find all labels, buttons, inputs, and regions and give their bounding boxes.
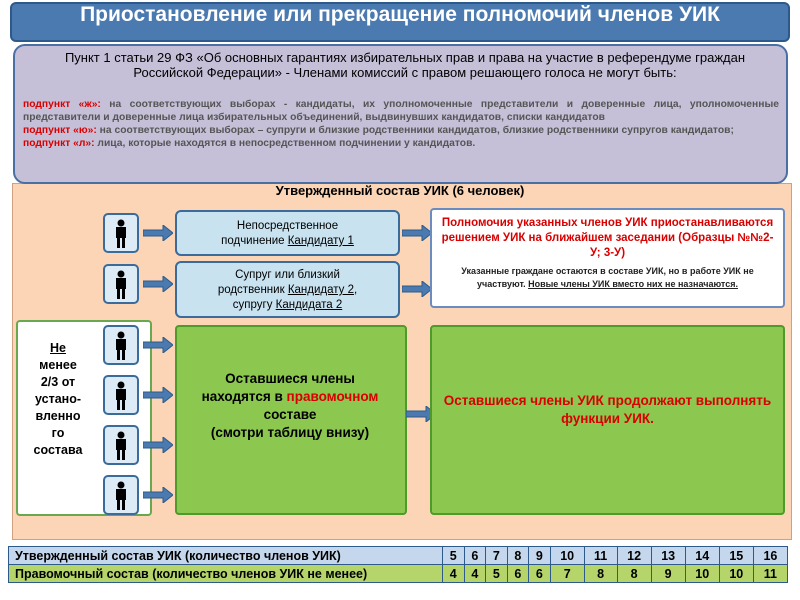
arrow-right-icon xyxy=(143,337,173,353)
quorum-line: Не xyxy=(50,341,66,355)
remaining-members-text xyxy=(180,370,400,442)
person-icon xyxy=(103,375,139,415)
table-cell: 7 xyxy=(550,565,584,583)
box-line: родственник xyxy=(217,284,288,296)
suspension-rule: Полномочия указанных членов УИК приостанавливаются решением УИК на ближайшем заседании (Образцы №№2-У; 3-У) xyxy=(441,217,774,259)
arrow-right-icon xyxy=(143,225,173,241)
box-line: Непосредственное xyxy=(236,220,339,232)
candidate-link: Кандидату 1 xyxy=(287,235,354,247)
person-icon xyxy=(103,425,139,465)
box-line: Оставшиеся члены xyxy=(225,371,355,386)
quorum-line: устано- xyxy=(34,392,81,406)
law-item-marker: подпункт «л»: xyxy=(23,138,95,149)
quorum-label xyxy=(28,340,88,459)
table-cell: 8 xyxy=(584,565,617,583)
table-cell: 10 xyxy=(550,547,584,565)
arrow-right-icon xyxy=(143,387,173,403)
arrow-right-icon xyxy=(143,437,173,453)
arrow-right-icon xyxy=(143,276,173,292)
person-icon xyxy=(103,264,139,304)
box-line: подчинение xyxy=(221,235,288,247)
table-cell: 10 xyxy=(685,565,719,583)
table-cell: 9 xyxy=(651,565,685,583)
table-cell: 15 xyxy=(719,547,753,565)
table-row-label: Правомочный состав (количество членов УИК не менее) xyxy=(9,565,443,583)
law-item-text: лица, которые находятся в непосредственном подчинении у кандидатов. xyxy=(94,138,476,149)
table-row xyxy=(9,547,788,565)
table-cell: 4 xyxy=(464,565,486,583)
candidate-link: Кандидата 2 xyxy=(275,299,343,311)
table-cell: 6 xyxy=(464,547,486,565)
arrow-right-icon xyxy=(143,487,173,503)
quorum-table xyxy=(8,546,788,583)
law-excerpt-box xyxy=(13,44,788,184)
direct-subordination-box xyxy=(175,210,400,256)
continue-functions-text: Оставшиеся члены УИК продолжают выполнять функции УИК. xyxy=(443,393,772,426)
quorum-line: вленно xyxy=(35,409,81,423)
suspension-info-box xyxy=(430,208,785,308)
law-item-marker: подпункт «ж»: xyxy=(23,99,101,110)
box-line: супругу xyxy=(232,299,276,311)
composition-title: Утвержденный состав УИК (6 человек) xyxy=(275,183,525,198)
table-cell: 14 xyxy=(685,547,719,565)
table-cell: 10 xyxy=(719,565,753,583)
table-cell: 16 xyxy=(753,547,787,565)
box-line: , xyxy=(353,284,358,296)
table-cell: 6 xyxy=(507,565,529,583)
table-cell: 11 xyxy=(584,547,617,565)
quorum-highlight: правомочном xyxy=(286,389,379,404)
quorum-line: состава xyxy=(33,443,83,457)
box-line: Супруг или близкий xyxy=(235,269,340,281)
box-line: находятся в xyxy=(201,389,287,404)
box-line: (смотри таблицу внизу) xyxy=(210,425,370,440)
law-item-text: на соответствующих выборах - кандидаты, их уполномоченные представители и доверенные лица, уполномоченные представители и доверенные лица избирательных объединений, выдвинувших кандидатов, списки кандидатов xyxy=(23,99,779,123)
table-cell: 7 xyxy=(486,547,508,565)
arrow-right-icon xyxy=(402,281,432,297)
table-cell: 13 xyxy=(651,547,685,565)
table-cell: 8 xyxy=(617,565,651,583)
quorum-line: 2/3 от xyxy=(40,375,76,389)
table-cell: 9 xyxy=(529,547,551,565)
table-cell: 6 xyxy=(529,565,551,583)
person-icon xyxy=(103,325,139,365)
law-heading: Пункт 1 статьи 29 ФЗ «Об основных гарантиях избирательных прав и права на участие в референдуме граждан Российской Федерации» - Членами комиссий с правом решающего голоса не могут быть: xyxy=(64,50,746,80)
table-cell: 5 xyxy=(486,565,508,583)
quorum-line: менее xyxy=(39,358,77,372)
table-cell: 11 xyxy=(753,565,787,583)
note-text: Указанные граждане остаются в составе УИК, но в работе УИК не участвуют. xyxy=(461,266,754,289)
arrow-right-icon xyxy=(402,225,432,241)
person-icon xyxy=(103,213,139,253)
candidate-link: Кандидату 2 xyxy=(287,284,354,296)
table-cell: 5 xyxy=(443,547,465,565)
suspension-note xyxy=(438,265,777,291)
table-row xyxy=(9,565,788,583)
table-row-label: Утвержденный состав УИК (количество членов УИК) xyxy=(9,547,443,565)
spouse-relative-box xyxy=(175,261,400,318)
quorum-line: го xyxy=(51,426,65,440)
page-title-text: Приостановление или прекращение полномочий членов УИК xyxy=(80,3,720,26)
table-cell: 4 xyxy=(443,565,465,583)
note-emphasis: Новые члены УИК вместо них не назначаются. xyxy=(528,279,738,289)
box-line: составе xyxy=(263,407,317,422)
law-item-text: на соответствующих выборах – супруги и близкие родственники кандидатов, близкие родственники супругов кандидатов; xyxy=(96,125,734,136)
table-cell: 12 xyxy=(617,547,651,565)
page-title xyxy=(10,2,790,42)
person-icon xyxy=(103,475,139,515)
law-item-marker: подпункт «ю»: xyxy=(23,125,97,136)
law-items xyxy=(23,98,779,150)
table-cell: 8 xyxy=(507,547,529,565)
